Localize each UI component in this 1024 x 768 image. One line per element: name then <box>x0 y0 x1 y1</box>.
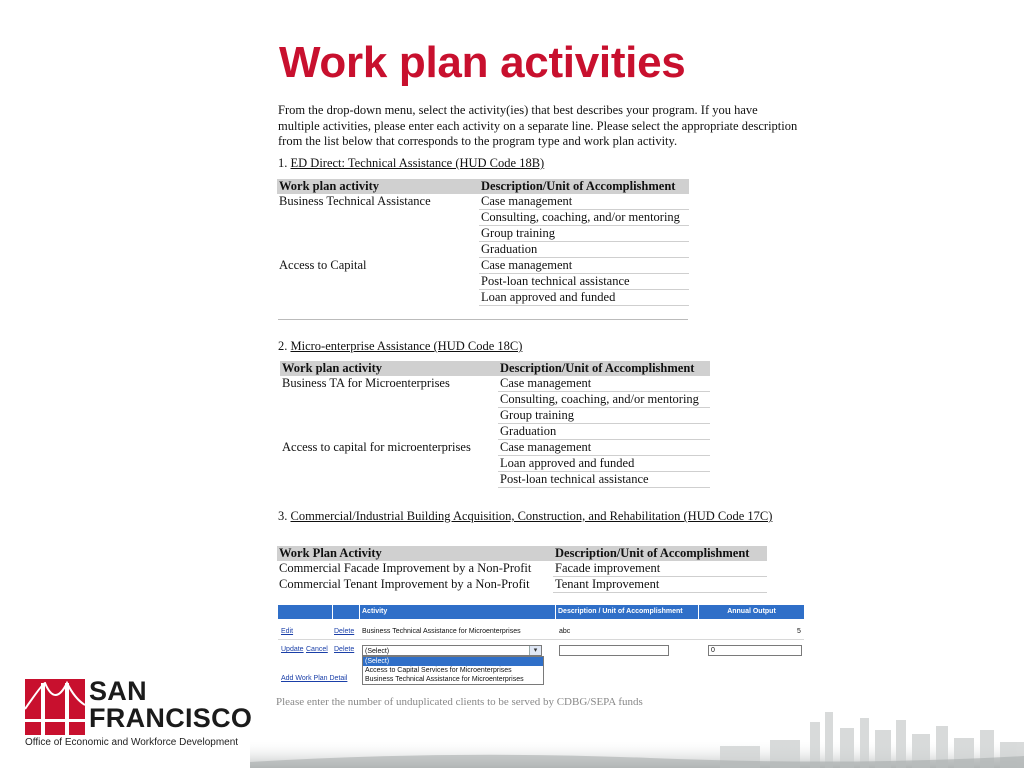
table-header: Description/Unit of Accomplishment <box>553 546 767 561</box>
table-row <box>277 210 689 226</box>
skyline-graphic <box>250 700 1024 768</box>
divider <box>278 319 688 320</box>
logo-line-1: SAN <box>89 676 147 706</box>
delete-link[interactable]: Delete <box>334 628 355 635</box>
delete-link[interactable]: Delete <box>334 646 355 653</box>
table-row <box>280 392 710 408</box>
table-row <box>280 424 710 440</box>
activity-cell: Commercial Tenant Improvement by a Non-Profit <box>279 576 530 591</box>
cancel-link[interactable]: Cancel <box>306 646 328 653</box>
description-cell: Loan approved and funded <box>479 290 689 306</box>
description-cell: Graduation <box>479 242 689 258</box>
table-header: Work plan activity <box>280 361 498 376</box>
dropdown-option[interactable]: Access to Capital Services for Microenterprises <box>365 667 512 674</box>
activity-cell: Business TA for Microenterprises <box>282 376 450 390</box>
activity-cell: Business Technical Assistance <box>279 194 431 208</box>
section-3-heading: 3. Commercial/Industrial Building Acquisition, Construction, and Rehabilitation (HUD Code 17C) <box>278 509 773 523</box>
table-row <box>277 290 689 306</box>
section-1-heading: 1. ED Direct: Technical Assistance (HUD Code 18B) <box>278 156 545 170</box>
row-description-value: abc <box>559 628 571 635</box>
activity-cell <box>277 242 479 258</box>
table-row <box>280 456 710 472</box>
table-row <box>277 194 689 210</box>
description-cell: Tenant Improvement <box>553 577 767 593</box>
description-cell: Post-loan technical assistance <box>498 472 710 488</box>
description-input[interactable] <box>559 645 669 656</box>
annual-output-input[interactable]: 0 <box>708 645 802 656</box>
grid-header-output: Annual Output <box>699 605 804 619</box>
table-row <box>277 242 689 258</box>
description-cell: Loan approved and funded <box>498 456 710 472</box>
activity-cell: Commercial Facade Improvement by a Non-Profit <box>279 561 532 575</box>
description-cell: Group training <box>479 226 689 242</box>
update-link[interactable]: Update <box>281 646 304 653</box>
dropdown-option[interactable]: (Select) <box>363 657 543 666</box>
logo-line-2: FRANCISCO <box>89 703 253 733</box>
table-row <box>280 408 710 424</box>
description-cell: Graduation <box>498 424 710 440</box>
activity-cell <box>280 392 498 408</box>
section-1-link[interactable]: ED Direct: Technical Assistance (HUD Code 18B) <box>290 156 545 170</box>
description-cell: Consulting, coaching, and/or mentoring <box>498 392 710 408</box>
table-row <box>280 376 710 392</box>
section-3-table <box>277 546 767 593</box>
activity-dropdown-list <box>362 656 544 685</box>
table-row <box>280 472 710 488</box>
description-cell: Facade improvement <box>553 561 767 577</box>
golden-gate-logo-icon <box>25 679 85 735</box>
description-cell: Post-loan technical assistance <box>479 274 689 290</box>
section-2-table <box>280 361 710 488</box>
row-output-value: 5 <box>797 628 801 635</box>
activity-cell <box>277 274 479 290</box>
table-row <box>277 577 767 593</box>
section-3-link[interactable]: Commercial/Industrial Building Acquisition, Construction, and Rehabilitation (HUD Code 17C) <box>290 509 773 523</box>
description-cell: Case management <box>479 258 689 274</box>
logo-subtitle: Office of Economic and Workforce Development <box>25 737 239 748</box>
table-header: Description/Unit of Accomplishment <box>498 361 710 376</box>
description-cell: Case management <box>498 440 710 456</box>
grid-header-description: Description / Unit of Accomplishment <box>556 605 698 619</box>
add-work-plan-detail-link[interactable]: Add Work Plan Detail <box>281 675 348 682</box>
section-1-table <box>277 179 689 306</box>
activity-cell <box>280 456 498 472</box>
edit-link[interactable]: Edit <box>281 628 294 635</box>
activity-cell <box>277 210 479 226</box>
table-row <box>277 274 689 290</box>
activity-cell: Access to capital for microenterprises <box>282 439 471 454</box>
description-cell: Group training <box>498 408 710 424</box>
table-row <box>277 258 689 274</box>
description-cell: Case management <box>479 194 689 210</box>
chevron-down-icon[interactable]: ▾ <box>529 646 541 655</box>
description-cell: Case management <box>498 376 710 392</box>
table-row <box>277 561 767 577</box>
dropdown-option[interactable]: Business Technical Assistance for Microenterprises <box>365 676 524 683</box>
section-2-link[interactable]: Micro-enterprise Assistance (HUD Code 18C) <box>290 339 523 353</box>
slide-title: Work plan activities <box>279 38 686 87</box>
table-row <box>280 440 710 456</box>
section-2-heading: 2. Micro-enterprise Assistance (HUD Code 18C) <box>278 339 523 353</box>
description-cell: Consulting, coaching, and/or mentoring <box>479 210 689 226</box>
cutoff-text: Please enter the number of unduplicated clients to be served by CDBG/SEPA funds <box>276 696 806 710</box>
activity-select[interactable]: (Select) ▾ <box>362 645 542 656</box>
sf-oewd-logo <box>25 676 253 754</box>
grid-header-activity: Activity <box>360 605 555 619</box>
table-row <box>277 226 689 242</box>
activity-cell <box>280 408 498 424</box>
row-activity-value: Business Technical Assistance for Microenterprises <box>362 628 521 635</box>
activity-cell: Access to Capital <box>279 257 367 272</box>
table-header: Work Plan Activity <box>277 546 553 561</box>
activity-cell <box>277 290 479 306</box>
activity-cell <box>277 226 479 242</box>
intro-text: From the drop-down menu, select the activity(ies) that best describes your program. If you have multiple activities, please enter each activity on a separate line. Please select the appropriate description from the list below that corresponds to the program type and work plan activity. <box>278 103 798 148</box>
table-header: Work plan activity <box>277 179 479 194</box>
table-header: Description/Unit of Accomplishment <box>479 179 689 194</box>
activity-cell <box>280 472 498 488</box>
activity-cell <box>280 424 498 440</box>
document-screenshot <box>276 100 806 710</box>
